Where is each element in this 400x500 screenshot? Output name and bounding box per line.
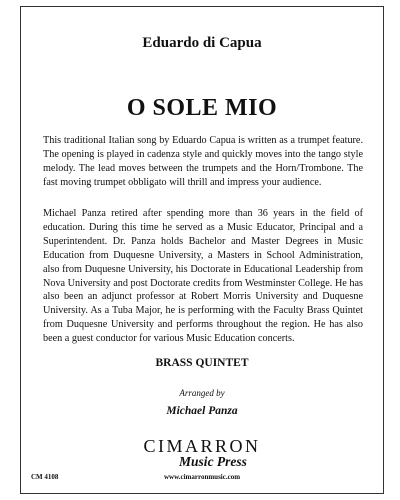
piece-title: O SOLE MIO xyxy=(126,95,278,121)
piece-description: This traditional Italian song by Eduardo Capua is written as a trumpet feature. The opening is played in cadenza style and quickly moves into the tango style melody. The lead moves between the trumpets and the Horn/Trombone. The fast moving trumpet obbligato will thrill and impress your audience. xyxy=(43,135,363,188)
arranged-by-label: Arranged by xyxy=(179,388,225,398)
publisher-logo xyxy=(21,437,383,469)
publisher-logo-subtitle: Music Press xyxy=(179,454,247,469)
publisher-logo-name: CIMARRON xyxy=(143,436,261,456)
score-cover xyxy=(20,6,384,494)
arranger-biography: Michael Panza retired after spending more than 36 years in the field of education. During this time he served as a Music Educator, Principal and a Superintendent. Dr. Panza holds Bachelor and Master Degrees in Music Education from Duquesne University, a Masters in School Administration, also from Duquesne University, his Doctorate in Educational Leadership from Nova University and post Doctorate credits from Westminster College. He has also been an adjunct professor at Robert Morris University and Duquesne University. As a Tuba Major, he is performing with the Faculty Brass Quintet from Duquesne University and performs throughout the region. He has also been a guest conductor for various Music Education concerts. xyxy=(43,208,363,345)
composer-name: Eduardo di Capua xyxy=(142,35,262,51)
ensemble-label: BRASS QUINTET xyxy=(155,357,249,369)
arranger-name: Michael Panza xyxy=(166,405,238,417)
publisher-website: www.cimarronmusic.com xyxy=(163,473,241,481)
catalog-number: CM 4108 xyxy=(31,473,59,481)
